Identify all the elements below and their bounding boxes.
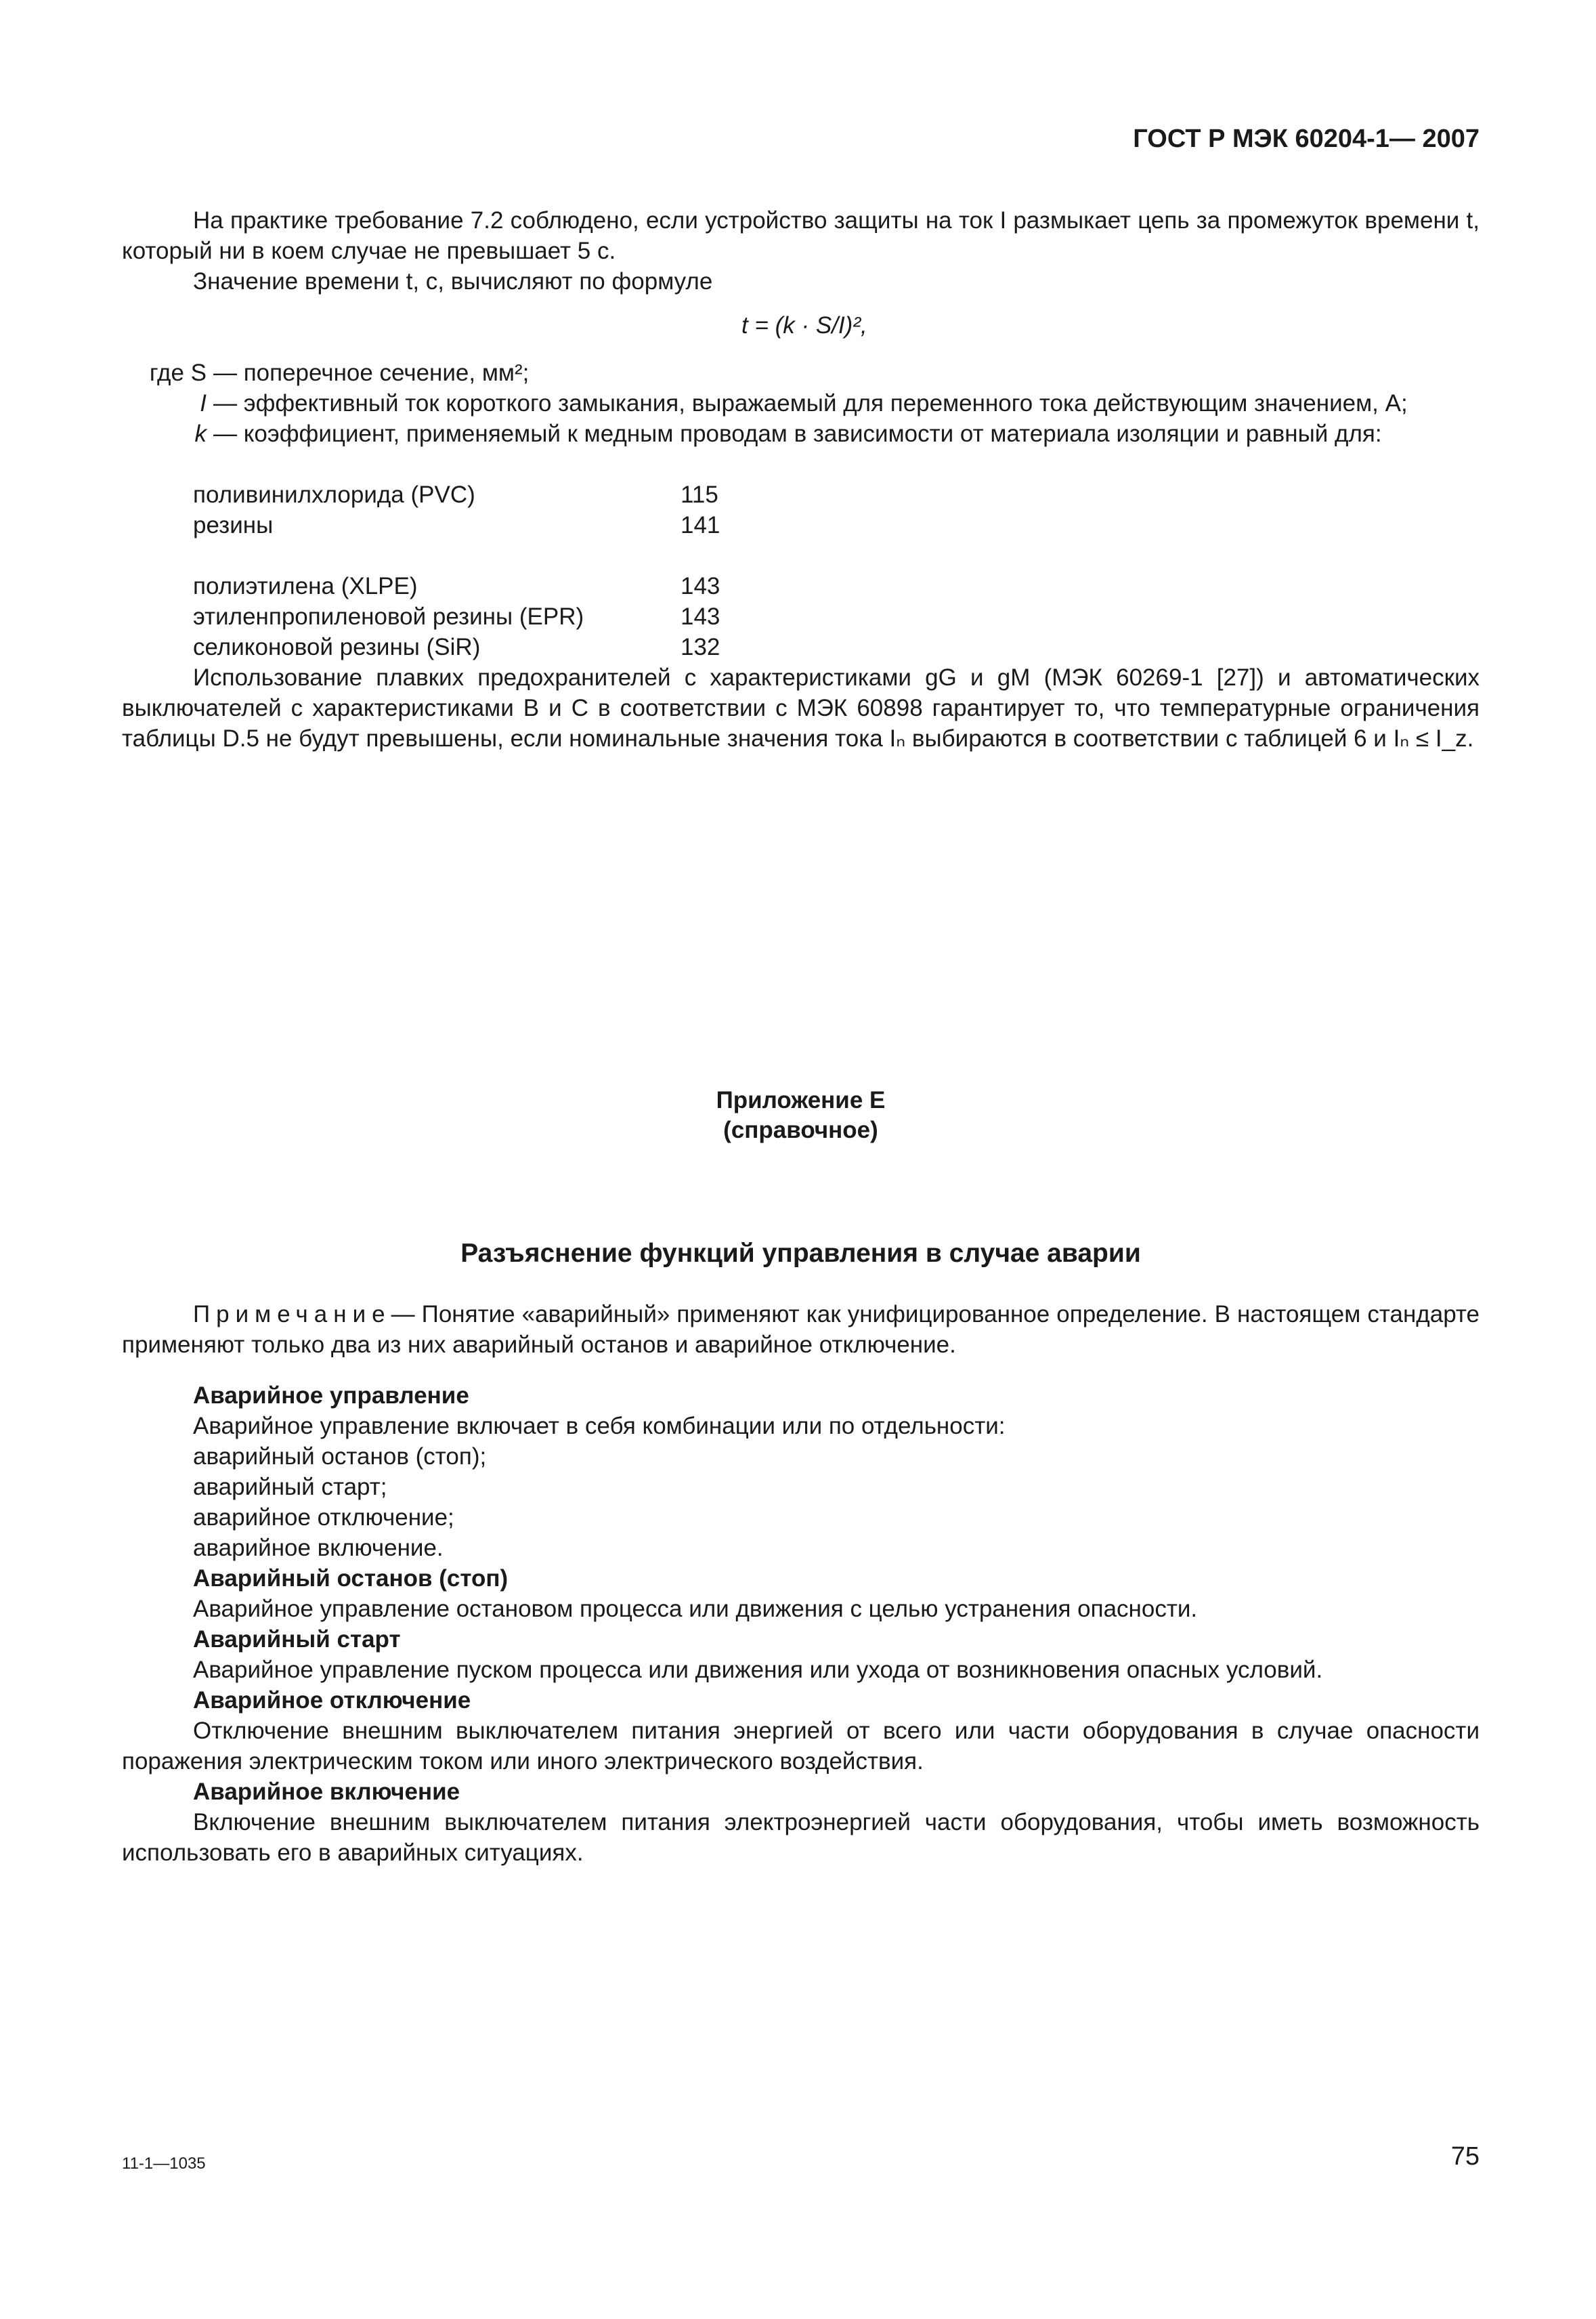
materials-table (193, 480, 762, 662)
material-name (193, 540, 681, 571)
term-heading: Аварийное отключение (193, 1687, 471, 1714)
term-paragraph: Включение внешним выключателем питания электроэнергией части оборудования, чтобы иметь возможность использовать его в аварийных ситуациях. (122, 1809, 1480, 1866)
annex-title: Приложение Е (716, 1087, 886, 1113)
intro-paragraph-1: На практике требование 7.2 соблюдено, если устройство защиты на ток I размыкает цепь за промежуток времени t, который ни в коем случае не превышает 5 с. (122, 207, 1480, 264)
material-row (193, 510, 762, 540)
term-line: аварийное включение. (193, 1535, 444, 1561)
material-row (193, 480, 762, 510)
intro-paragraph-2: Значение времени t, с, вычисляют по формуле (193, 268, 713, 295)
material-row-spacer (193, 540, 762, 571)
term-line: аварийное отключение; (193, 1504, 454, 1531)
definition-text: — поперечное сечение, мм²; (213, 360, 530, 386)
term-line: Аварийное управление включает в себя комбинации или по отдельности: (193, 1413, 1006, 1439)
material-row (193, 632, 762, 662)
term-line: аварийный останов (стоп); (193, 1443, 487, 1470)
usage-block (122, 662, 1480, 754)
material-name: селиконовой резины (SiR) (193, 634, 481, 660)
term-line: Аварийное управление пуском процесса или движения или ухода от возникновения опасных условий. (193, 1657, 1323, 1683)
intro-block (122, 205, 1480, 297)
material-value: 115 (681, 482, 718, 508)
term-heading: Аварийный старт (193, 1626, 401, 1653)
term-heading: Аварийное управление (193, 1382, 469, 1409)
terms-list (122, 1380, 1480, 1868)
material-value: 143 (681, 573, 720, 599)
annex-subtitle: (справочное) (723, 1117, 878, 1143)
material-name: полиэтилена (XLPE) (193, 573, 418, 599)
material-value: 132 (681, 634, 720, 660)
term-heading: Аварийный останов (стоп) (193, 1565, 509, 1592)
term-paragraph: Отключение внешним выключателем питания энергией от всего или части оборудования в случае опасности поражения электрическим током или иного электрического воздействия. (122, 1718, 1480, 1774)
note-block (122, 1299, 1480, 1360)
document-page (122, 0, 1480, 2319)
definition-symbol: k (194, 421, 207, 447)
material-value (681, 540, 762, 571)
term-line: аварийный старт; (193, 1474, 387, 1500)
definition-text: — эффективный ток короткого замыкания, выражаемый для переменного тока действующим значением, А; (213, 390, 1408, 417)
material-row (193, 601, 762, 632)
definition-symbol: где S (149, 360, 207, 386)
definitions-list (122, 358, 1480, 449)
formula: t = (k · S/I)², (741, 312, 867, 339)
annex-title-block (122, 1086, 1480, 1145)
material-value: 141 (681, 512, 720, 538)
definition-item (122, 388, 1480, 419)
term-line: Аварийное управление остановом процесса или движения с целью устранения опасности. (193, 1596, 1198, 1622)
note-paragraph (122, 1299, 1480, 1360)
usage-paragraph: Использование плавких предохранителей с характеристиками gG и gM (МЭК 60269-1 [27]) и автоматических выключателей с характеристиками В и С в соответствии с МЭК 60898 гарантирует то, что температурные ограничения таблицы D.5 не будут превышены, если номинальные значения тока Iₙ выбираются в соответствии с таблицей 6 и Iₙ ≤ I_z. (122, 664, 1480, 752)
material-row (193, 571, 762, 601)
note-text: — Понятие «аварийный» применяют как унифицированное определение. В настоящем стандарте применяют только два из них аварийный останов и аварийное отключение. (122, 1301, 1480, 1358)
annex-heading: Разъяснение функций управления в случае аварии (460, 1239, 1141, 1268)
definition-symbol: I (200, 390, 207, 417)
page-number: 75 (1450, 2142, 1480, 2171)
definition-item (122, 419, 1480, 449)
definition-item (122, 358, 1480, 388)
note-label: Примечание (193, 1301, 391, 1327)
term-heading: Аварийное включение (193, 1779, 460, 1805)
material-name: этиленпропиленовой резины (EPR) (193, 603, 584, 630)
material-name: поливинилхлорида (PVC) (193, 482, 475, 508)
definition-text: — коэффициент, применяемый к медным проводам в зависимости от материала изоляции и равный для: (213, 421, 1382, 447)
print-code: 11-1—1035 (122, 2154, 206, 2173)
material-value: 143 (681, 603, 720, 630)
material-name: резины (193, 512, 274, 538)
document-header: ГОСТ Р МЭК 60204-1— 2007 (1133, 125, 1480, 153)
